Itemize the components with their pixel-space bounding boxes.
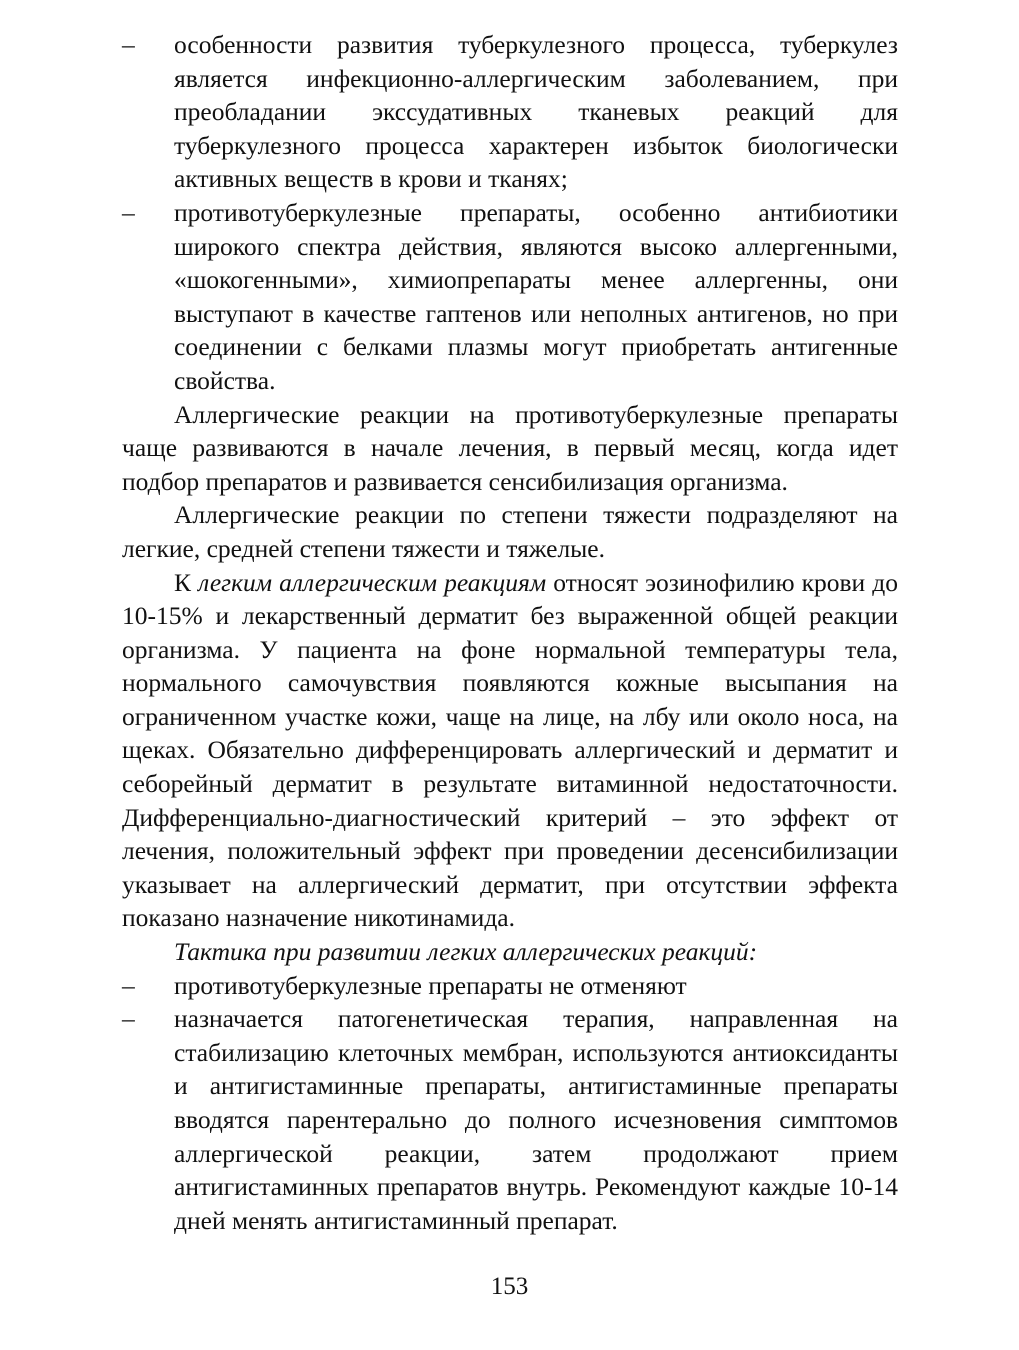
dash-marker: –: [122, 1004, 135, 1034]
paragraph-onset: Аллергические реакции на противотуберкулезные препараты чаще развиваются в начале лечения, в первый месяц, когда идет подбор препаратов и развивается сенсибилизация организма.: [122, 399, 898, 496]
light-reactions-term: легким аллергическим реакциям: [198, 567, 547, 597]
list-item-text: противотуберкулезные препараты не отменяют: [174, 970, 687, 1000]
page-body: [122, 28, 898, 1237]
list-item-text: особенности развития туберкулезного процесса, туберкулез является инфекционно-аллергическим заболеванием, при преобладании экссудативных тканевых реакций для туберкулезного процесса характерен избыток биологически активных веществ в крови и тканях;: [174, 30, 898, 194]
tactic-heading: Тактика при развитии легких аллергических реакций:: [174, 937, 758, 967]
list-item-text: назначается патогенетическая терапия, направленная на стабилизацию клеточных мембран, используются антиоксиданты и антигистаминные препараты, антигистаминные препараты вводятся парентерально до полного исчезновения симптомов аллергической реакции, затем продолжают прием антигистаминных препаратов внутрь. Рекомендуют каждые 10-14 дней менять антигистаминный препарат.: [174, 1004, 898, 1235]
paragraph-light-reactions: [122, 566, 898, 936]
paragraph-severity: Аллергические реакции по степени тяжести подразделяют на легкие, средней степени тяжести и тяжелые.: [122, 500, 898, 563]
list-item: [122, 969, 898, 1003]
list-item: [122, 1002, 898, 1237]
dash-marker: –: [122, 197, 135, 227]
light-reactions-lead: К: [174, 567, 199, 597]
light-reactions-text: относят эозинофилию крови до 10-15% и лекарственный дерматит без выраженной общей реакции организма. У пациента на фоне нормальной температуры тела, нормального самочувствия появляются кожные высыпания на ограниченном участке кожи, чаще на лице, на лбу или около носа, на щеках. Обязательно дифференцировать аллергический и дерматит и себорейный дерматит в результате витаминной недостаточности. Дифференциально-диагностический критерий – это эффект от лечения, положительный эффект при проведении десенсибилизации указывает на аллергический дерматит, при отсутствии эффекта показано назначение никотинамида.: [122, 567, 898, 933]
list-item-text: противотуберкулезные препараты, особенно антибиотики широкого спектра действия, являются высоко аллергенными, «шокогенными», химиопрепараты менее аллергенны, они выступают в качестве гаптенов или неполных антигенов, но при соединении с белками плазмы могут приобретать антигенные свойства.: [174, 197, 898, 395]
dash-marker: –: [122, 30, 135, 59]
list-item: [122, 196, 898, 398]
page-number: 153: [490, 1273, 529, 1300]
list-item: [122, 28, 898, 196]
dash-marker: –: [122, 970, 135, 1000]
